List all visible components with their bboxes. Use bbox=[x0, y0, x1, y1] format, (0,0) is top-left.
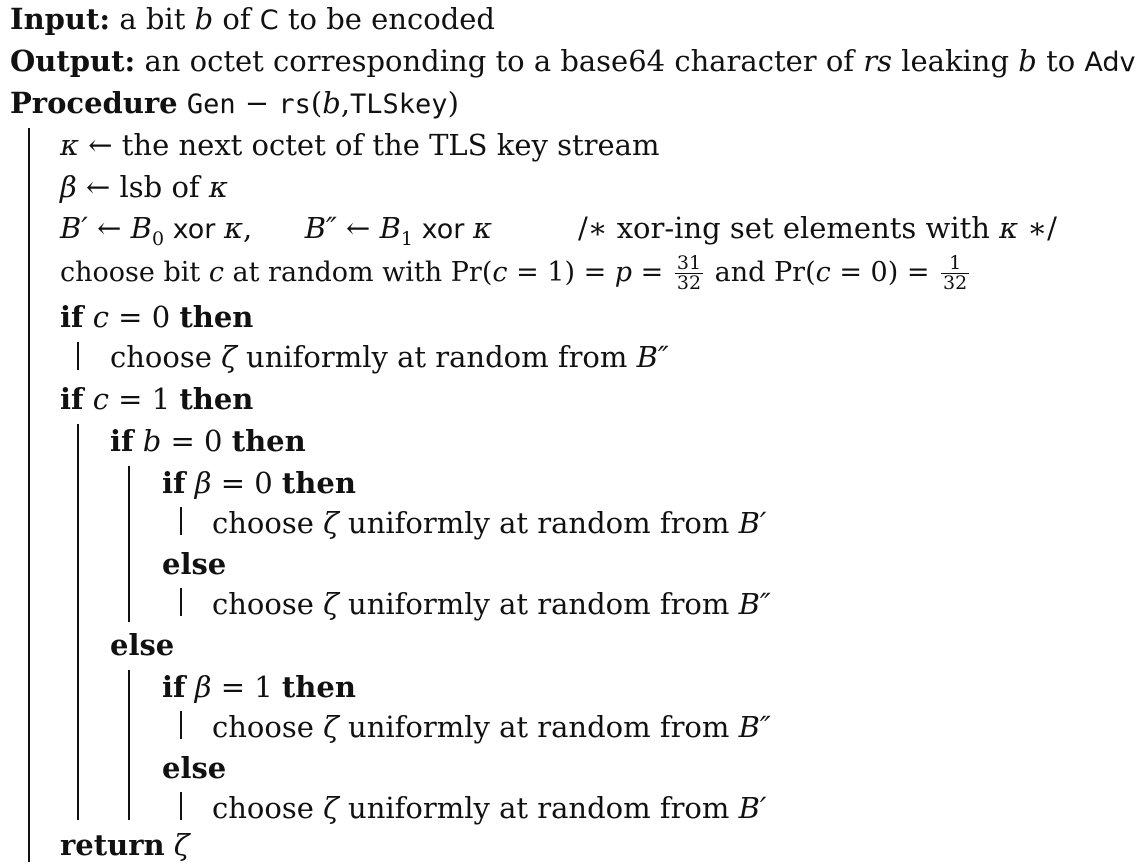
fraction-1-32: $\frac{1}{32}$ bbox=[943, 252, 968, 294]
xor-line: B′ ← $B_0$ xor κ, B″ ← $B_1$ xor κ bbox=[60, 211, 492, 250]
choose-bit-line: choose bit c at random with Pr(c = 1) = p = $\frac{31}{32}$ and Pr(c = 0) = $\frac{1}{32}$ bbox=[60, 252, 968, 294]
if-beta0-line: if β = 0 then bbox=[162, 466, 356, 500]
choose-2-line: choose ζ uniformly at random from B″ bbox=[212, 587, 771, 621]
output-line: Output: an octet corresponding to a base64 character of rs leaking b to Adv bbox=[10, 44, 1136, 78]
block-bar-else-b bbox=[128, 670, 130, 820]
block-bar-else1 bbox=[180, 588, 182, 616]
output-label: Output: bbox=[10, 44, 136, 78]
block-bar-if-c1 bbox=[77, 424, 79, 820]
block-bar-if-beta1 bbox=[180, 711, 182, 739]
block-bar-procedure bbox=[28, 128, 30, 862]
choose-c0-line: choose ζ uniformly at random from B″ bbox=[110, 340, 669, 374]
choose-1-line: choose ζ uniformly at random from B′ bbox=[212, 506, 767, 540]
input-line: Input: a bit b of C to be encoded bbox=[10, 2, 495, 36]
block-bar-if-c0 bbox=[77, 342, 79, 370]
fraction-31-32: $\frac{31}{32}$ bbox=[676, 252, 702, 294]
block-bar-if-beta0 bbox=[180, 507, 182, 535]
xor-comment: /∗ xor-ing set elements with κ ∗/ bbox=[578, 211, 1057, 245]
if-c0-line: if c = 0 then bbox=[60, 300, 254, 334]
return-line: return ζ bbox=[60, 828, 190, 862]
else-1-line: else bbox=[162, 547, 227, 581]
beta-line: β ← lsb of κ bbox=[60, 170, 228, 204]
block-bar-else3 bbox=[180, 792, 182, 820]
else-3-line: else bbox=[162, 751, 227, 785]
block-bar-if-b0 bbox=[128, 466, 130, 622]
input-label: Input: bbox=[10, 2, 111, 36]
kappa-line: κ ← the next octet of the TLS key stream bbox=[60, 128, 660, 162]
else-2-line: else bbox=[110, 628, 175, 662]
choose-4-line: choose ζ uniformly at random from B′ bbox=[212, 791, 767, 825]
if-beta1-line: if β = 1 then bbox=[162, 670, 356, 704]
if-c1-line: if c = 1 then bbox=[60, 382, 254, 416]
choose-3-line: choose ζ uniformly at random from B″ bbox=[212, 710, 771, 744]
procedure-label: Procedure bbox=[10, 86, 178, 120]
if-b0-line: if b = 0 then bbox=[110, 424, 306, 458]
procedure-header: Procedure Gen − rs(b,TLSkey) bbox=[10, 86, 459, 120]
